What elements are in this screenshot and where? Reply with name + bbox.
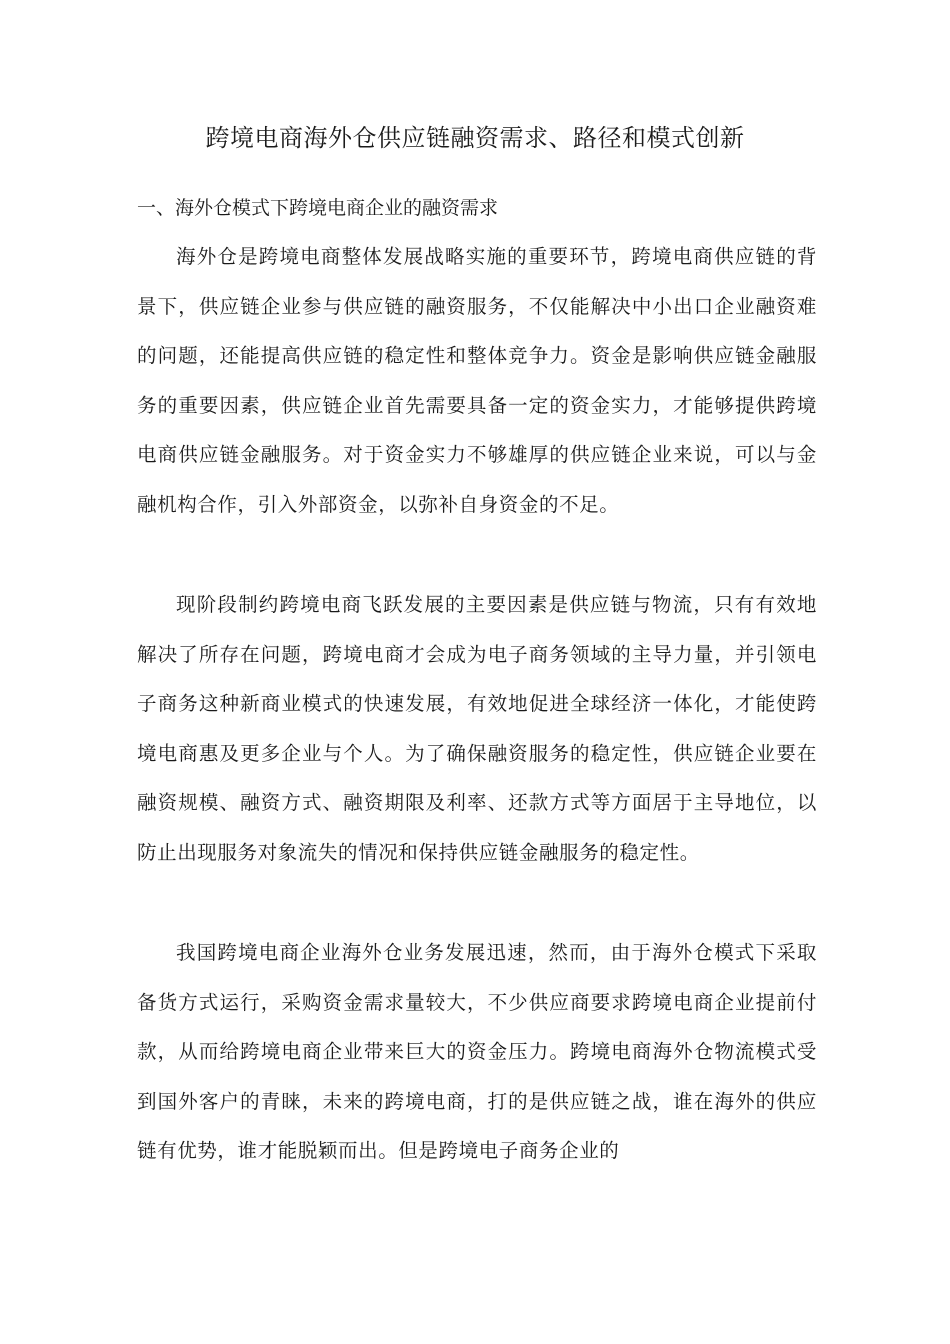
body-paragraph: 现阶段制约跨境电商飞跃发展的主要因素是供应链与物流，只有有效地解决了所存在问题，跨境电商才会成为电子商务领域的主导力量，并引领电子商务这种新商业模式的快速发展，有效地促进全球经济一体化，才能使跨境电商惠及更多企业与个人。为了确保融资服务的稳定性，供应链企业要在融资规模、融资方式、融资期限及利率、还款方式等方面居于主导地位，以防止出现服务对象流失的情况和保持供应链金融服务的稳定性。 [137,593,817,864]
body-paragraph: 我国跨境电商企业海外仓业务发展迅速，然而，由于海外仓模式下采取备货方式运行，采购资金需求量较大，不少供应商要求跨境电商企业提前付款，从而给跨境电商企业带来巨大的资金压力。跨境电商海外仓物流模式受到国外客户的青睐，未来的跨境电商，打的是供应链之战，谁在海外的供应链有优势，谁才能脱颖而出。但是跨境电子商务企业的 [137,941,817,1163]
body-paragraph: 海外仓是跨境电商整体发展战略实施的重要环节，跨境电商供应链的背景下，供应链企业参与供应链的融资服务，不仅能解决中小出口企业融资难的问题，还能提高供应链的稳定性和整体竞争力。资金是影响供应链金融服务的重要因素，供应链企业首先需要具备一定的资金实力，才能够提供跨境电商供应链金融服务。对于资金实力不够雄厚的供应链企业来说，可以与金融机构合作，引入外部资金，以弥补自身资金的不足。 [137,245,817,516]
document-title: 跨境电商海外仓供应链融资需求、路径和模式创新 [205,124,745,152]
section-heading: 一、海外仓模式下跨境电商企业的融资需求 [137,197,499,219]
